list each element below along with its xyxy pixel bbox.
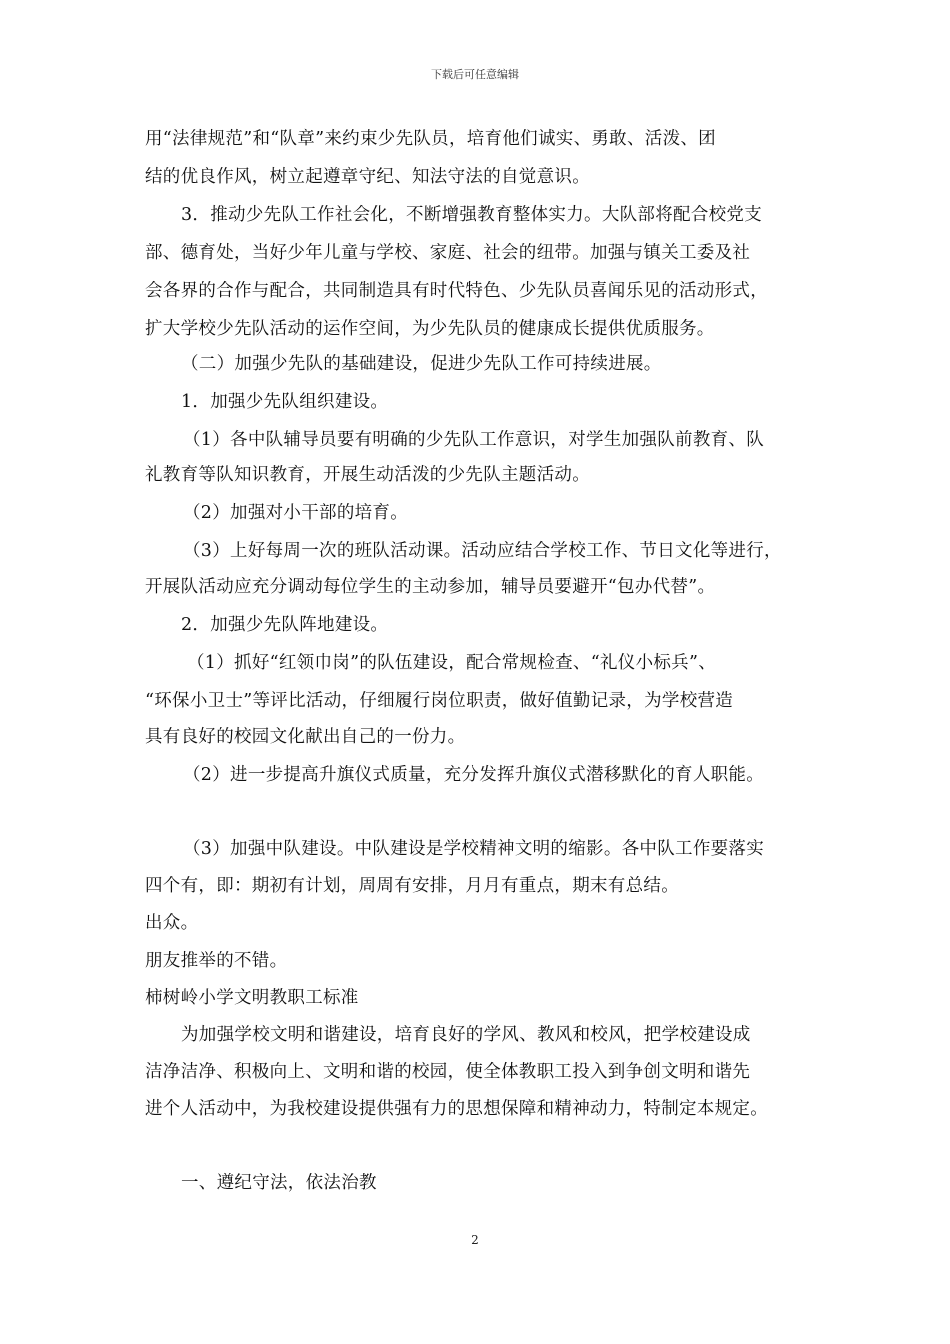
section-heading: （二）加强少先队的基础建设，促进少先队工作可持续进展。 bbox=[181, 354, 662, 374]
body-line: 洁净洁净、积极向上、文明和谐的校园，使全体教职工投入到争创文明和谐先 bbox=[145, 1062, 751, 1082]
body-line: 为加强学校文明和谐建设，培育良好的学风、教风和校风，把学校建设成 bbox=[181, 1025, 751, 1045]
body-line: 3．推动少先队工作社会化，不断增强教育整体实力。大队部将配合校党支 bbox=[181, 205, 763, 225]
body-line: 用“法律规范”和“队章”来约束少先队员，培育他们诚实、勇敢、活泼、团 bbox=[145, 129, 716, 149]
body-line: 柿树岭小学文明教职工标准 bbox=[145, 988, 359, 1008]
body-line: （3）加强中队建设。中队建设是学校精神文明的缩影。各中队工作要落实 bbox=[183, 839, 765, 859]
body-line: （2）进一步提高升旗仪式质量，充分发挥升旗仪式潜移默化的育人职能。 bbox=[183, 765, 765, 785]
body-line: 扩大学校少先队活动的运作空间，为少先队员的健康成长提供优质服务。 bbox=[145, 319, 715, 339]
body-line: （1）各中队辅导员要有明确的少先队工作意识，对学生加强队前教育、队 bbox=[183, 430, 765, 450]
body-line: 1．加强少先队组织建设。 bbox=[181, 392, 389, 412]
body-line: “环保小卫士”等评比活动，仔细履行岗位职责，做好值勤记录，为学校营造 bbox=[145, 691, 734, 711]
body-line: 开展队活动应充分调动每位学生的主动参加，辅导员要避开“包办代替”。 bbox=[145, 577, 716, 597]
body-line: 进个人活动中，为我校建设提供强有力的思想保障和精神动力，特制定本规定。 bbox=[145, 1099, 768, 1119]
page-number: 2 bbox=[471, 1233, 479, 1247]
body-line: （2）加强对小干部的培育。 bbox=[183, 503, 409, 523]
body-line: 部、德育处，当好少年儿童与学校、家庭、社会的纽带。加强与镇关工委及社 bbox=[145, 243, 751, 263]
body-line: 出众。 bbox=[145, 913, 199, 933]
page-header: 下载后可任意编辑 bbox=[431, 68, 519, 81]
body-line: 具有良好的校园文化献出自己的一份力。 bbox=[145, 727, 466, 747]
body-line: 结的优良作风，树立起遵章守纪、知法守法的自觉意识。 bbox=[145, 167, 590, 187]
section-heading: 一、遵纪守法，依法治教 bbox=[181, 1173, 377, 1193]
body-line: 2．加强少先队阵地建设。 bbox=[181, 615, 389, 635]
body-line: 礼教育等队知识教育，开展生动活泼的少先队主题活动。 bbox=[145, 465, 590, 485]
body-line: 朋友推举的不错。 bbox=[145, 951, 288, 971]
body-line: （3）上好每周一次的班队活动课。活动应结合学校工作、节日文化等进行， bbox=[183, 541, 782, 561]
body-line: 四个有，即：期初有计划，周周有安排，月月有重点，期末有总结。 bbox=[145, 876, 679, 896]
body-line: 会各界的合作与配合，共同制造具有时代特色、少先队员喜闻乐见的活动形式， bbox=[145, 281, 768, 301]
body-line: （1）抓好“红领巾岗”的队伍建设，配合常规检查、“礼仪小标兵”、 bbox=[187, 653, 717, 673]
